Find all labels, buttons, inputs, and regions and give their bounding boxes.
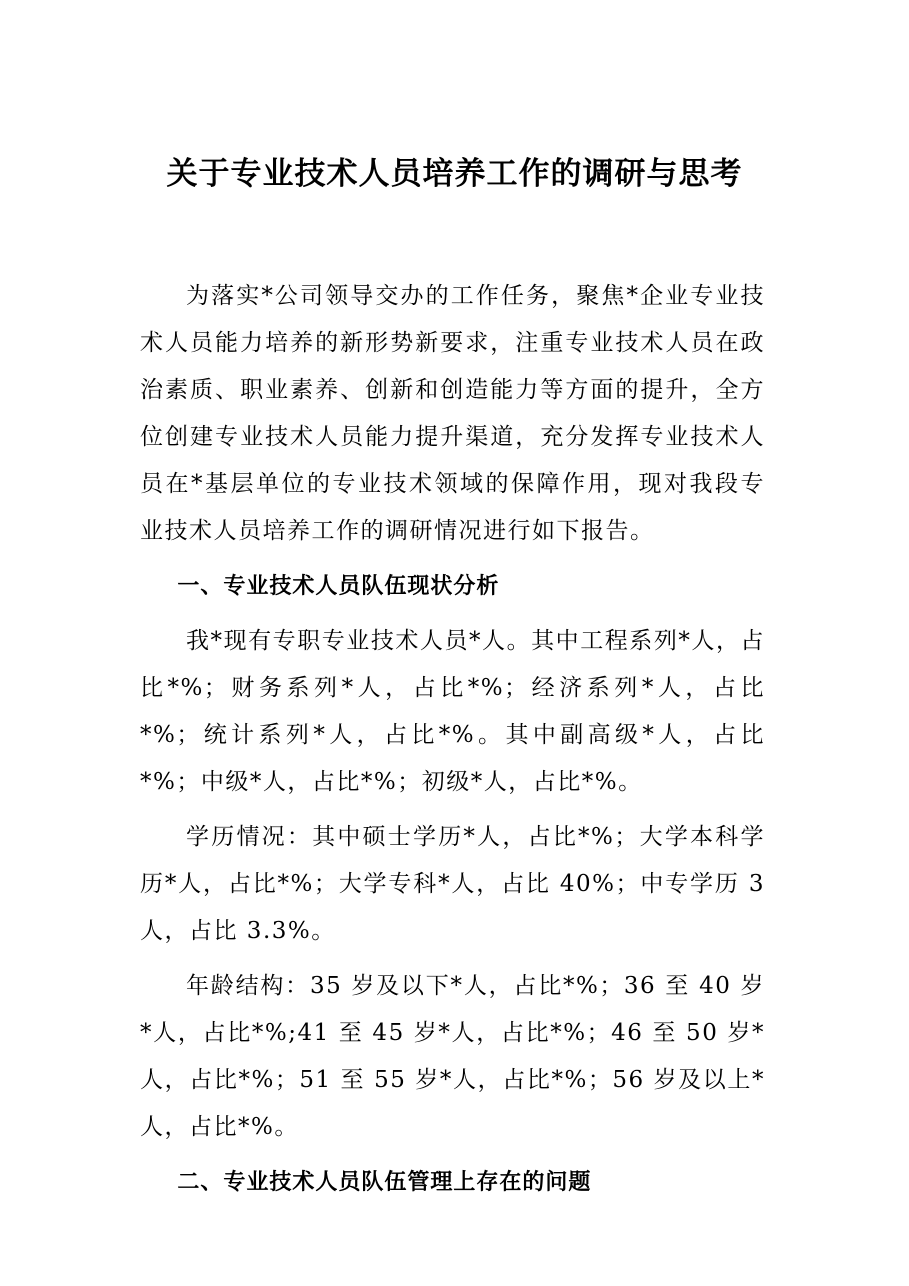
- education-paragraph: 学历情况：其中硕士学历*人，占比*%；大学本科学历*人，占比*%；大学专科*人，占比 40%；中专学历 3 人，占比 3.3%。: [140, 824, 765, 944]
- section-1-heading: 一、专业技术人员队伍现状分析: [177, 574, 500, 599]
- spacer: [140, 955, 765, 963]
- spacer: [140, 806, 765, 814]
- intro-paragraph: 为落实*公司领导交办的工作任务，聚焦*企业专业技术人员能力培养的新形势新要求，注重专业技术人员在政治素质、职业素养、创新和创造能力等方面的提升，全方位创建专业技术人员能力提升渠道，充分发挥专业技术人员在*基层单位的专业技术领域的保障作用，现对我段专业技术人员培养工作的调研情况进行如下报告。: [140, 283, 765, 544]
- staff-composition-paragraph: 我*现有专职专业技术人员*人。其中工程系列*人，占比*%；财务系列*人，占比*%；经济系列*人，占比*%；统计系列*人，占比*%。其中副高级*人，占比*%；中级*人，占比*%；初级*人，占比*%。: [140, 628, 765, 795]
- spacer: [140, 610, 765, 618]
- spacer: [140, 555, 765, 563]
- section-2-heading: 二、专业技术人员队伍管理上存在的问题: [177, 1170, 592, 1195]
- age-structure-paragraph: 年龄结构：35 岁及以下*人，占比*%；36 至 40 岁*人，占比*%;41 至 45 岁*人，占比*%；46 至 50 岁*人，占比*%；51 至 55 岁*人，占比*%；56 岁及以上*人，占比*%。: [140, 973, 766, 1140]
- document-body: [140, 273, 765, 1206]
- spacer: [140, 1151, 765, 1159]
- document-title: 关于专业技术人员培养工作的调研与思考: [166, 156, 743, 192]
